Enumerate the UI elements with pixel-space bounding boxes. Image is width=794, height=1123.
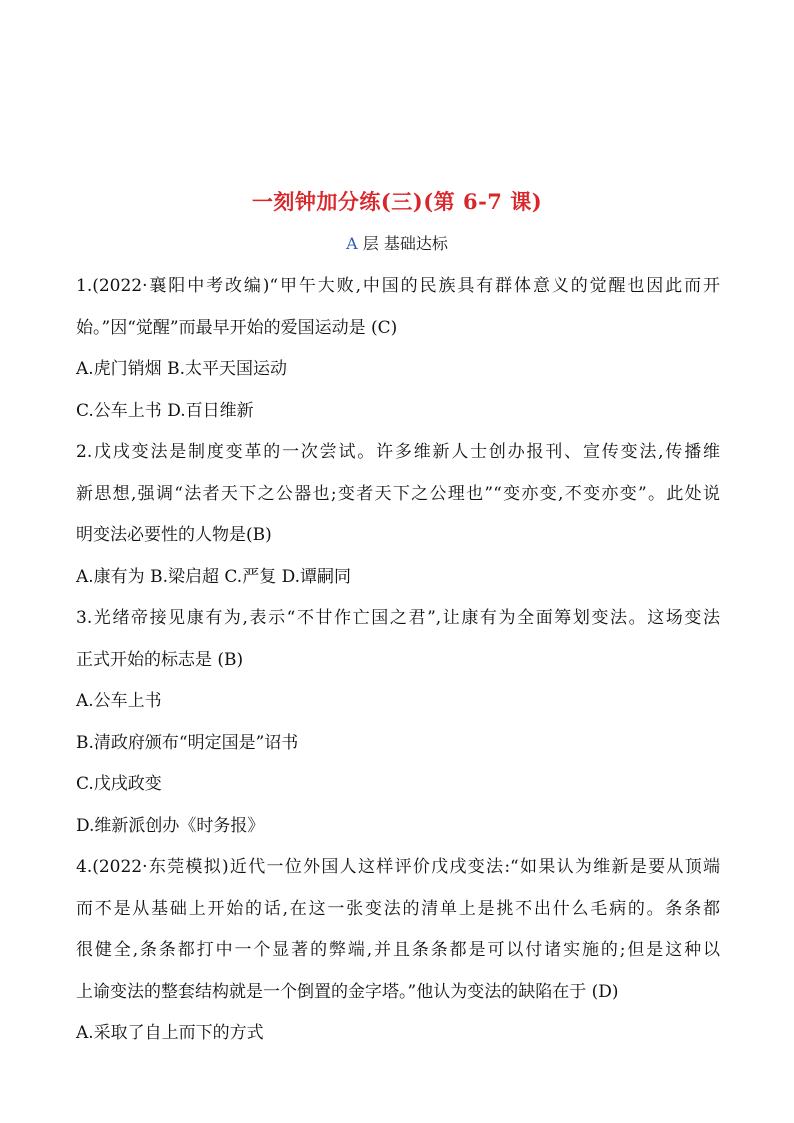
question-1-options-row-1: A.虎门销烟 B.太平天国运动 [76,359,287,379]
question-1-line-1: 1.(2022·襄阳中考改编)“甲午大败,中国的民族具有群体意义的觉醒也因此而开 [76,276,720,296]
question-4-line-4: 上谕变法的整套结构就是一个倒置的金字塔。”他认为变法的缺陷在于 (D) [76,981,619,1002]
question-3-option-d: D.维新派创办《时务报》 [76,815,265,836]
level-text: 层 基础达标 [362,234,448,253]
question-1-line-2: 始。”因“觉醒”而最早开始的爱国运动是 (C) [76,317,398,338]
question-3-option-b: B.清政府颁布“明定国是”诏书 [76,732,299,753]
question-2-line-3: 明变法必要性的人物是(B) [76,525,272,545]
question-4-line-2: 而不是从基础上开始的话,在这一张变法的清单上是挑不出什么毛病的。条条都 [76,898,720,919]
question-4-option-a: A.采取了自上而下的方式 [76,1023,264,1043]
question-2-options: A.康有为 B.梁启超 C.严复 D.谭嗣同 [76,566,352,587]
question-3-line-2: 正式开始的标志是 (B) [76,649,244,670]
question-4-line-3: 很健全,条条都打中一个显著的弊端,并且条条都是可以付诸实施的;但是这种以 [76,940,720,960]
level-letter: A [346,234,358,253]
questions-list [76,266,720,1055]
question-3-option-c: C.戊戌政变 [76,774,162,794]
question-1-options-row-2: C.公车上书 D.百日维新 [76,400,254,421]
question-4-line-1: 4.(2022·东莞模拟)近代一位外国人这样评价戊戌变法:“如果认为维新是要从顶端 [76,857,720,877]
question-2-line-1: 2.戊戌变法是制度变革的一次尝试。许多维新人士创办报刊、宣传变法,传播维 [76,442,720,462]
question-3-line-1: 3.光绪帝接见康有为,表示“不甘作亡国之君”,让康有为全面筹划变法。这场变法 [76,608,720,628]
section-subtitle [0,231,794,254]
question-2-line-2: 新思想,强调“法者天下之公器也;变者天下之公理也”“变亦变,不变亦变”。此处说 [76,483,720,504]
page-title: 一刻钟加分练(三)(第 6-7 课) [251,189,543,214]
question-3-option-a: A.公车上书 [76,691,162,711]
